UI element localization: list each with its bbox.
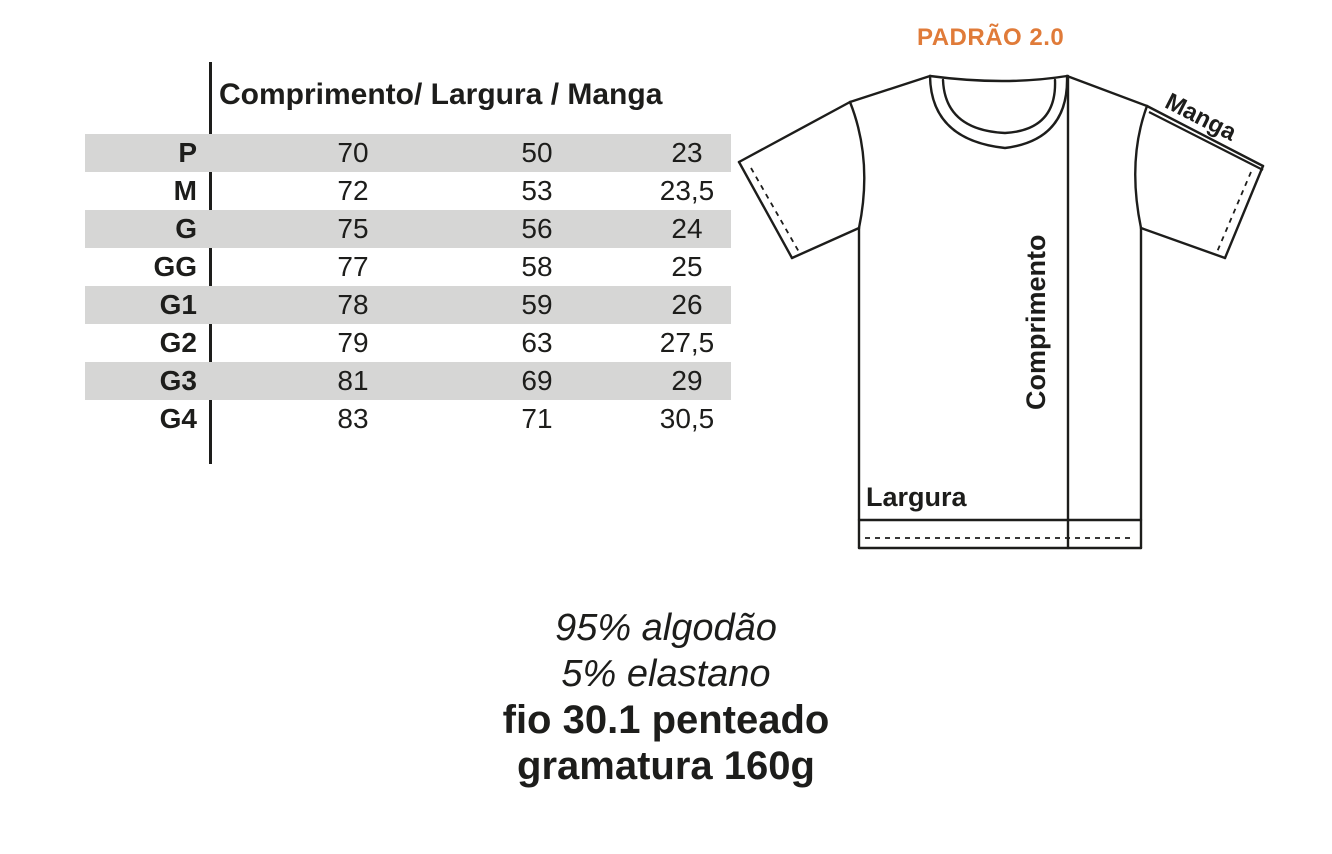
manga-cell: 23 [671,137,703,168]
comprimento-cell: 79 [337,327,369,358]
manga-cell: 27,5 [659,327,715,358]
comprimento-cell: 78 [337,289,369,320]
size-cell: P [178,137,197,168]
table-row [85,248,731,286]
largura-cell: 63 [521,327,553,358]
table-header: Comprimento/ Largura / Manga [219,78,663,111]
elastane-percentage: 5% elastano [561,653,771,695]
table-row [85,324,731,362]
largura-cell: 58 [521,251,553,282]
size-cell: G1 [159,289,197,320]
manga-cell: 23,5 [659,175,715,206]
cotton-percentage: 95% algodão [555,607,777,649]
size-cell: G2 [159,327,197,358]
comprimento-label: Comprimento [1021,234,1051,410]
comprimento-cell: 77 [337,251,369,282]
manga-cell: 24 [671,213,703,244]
comprimento-cell: 83 [337,403,369,434]
table-row [85,172,731,210]
size-cell: GG [153,251,197,282]
size-table [85,70,755,470]
largura-cell: 71 [521,403,553,434]
largura-cell: 53 [521,175,553,206]
fabric-weight: gramatura 160g [517,744,815,788]
table-row [85,362,731,400]
size-cell: G3 [159,365,197,396]
model-label: PADRÃO 2.0 [917,24,1065,51]
largura-cell: 59 [521,289,553,320]
table-row [85,134,731,172]
manga-label: Manga [1160,88,1241,147]
size-cell: G [175,213,197,244]
size-cell: M [173,175,197,206]
manga-cell: 26 [671,289,703,320]
comprimento-cell: 70 [337,137,369,168]
manga-cell: 29 [671,365,703,396]
largura-label: Largura [866,482,967,512]
table-row [85,210,731,248]
largura-cell: 56 [521,213,553,244]
manga-cell: 30,5 [659,403,715,434]
largura-cell: 69 [521,365,553,396]
comprimento-cell: 72 [337,175,369,206]
shirt-diagram [735,20,1275,560]
size-cell: G4 [159,403,197,434]
manga-cell: 25 [671,251,703,282]
largura-cell: 50 [521,137,553,168]
fabric-composition [366,605,966,789]
yarn-spec: fio 30.1 penteado [502,698,830,742]
table-row [85,286,731,324]
table-row [85,400,731,438]
comprimento-cell: 81 [337,365,369,396]
comprimento-cell: 75 [337,213,369,244]
